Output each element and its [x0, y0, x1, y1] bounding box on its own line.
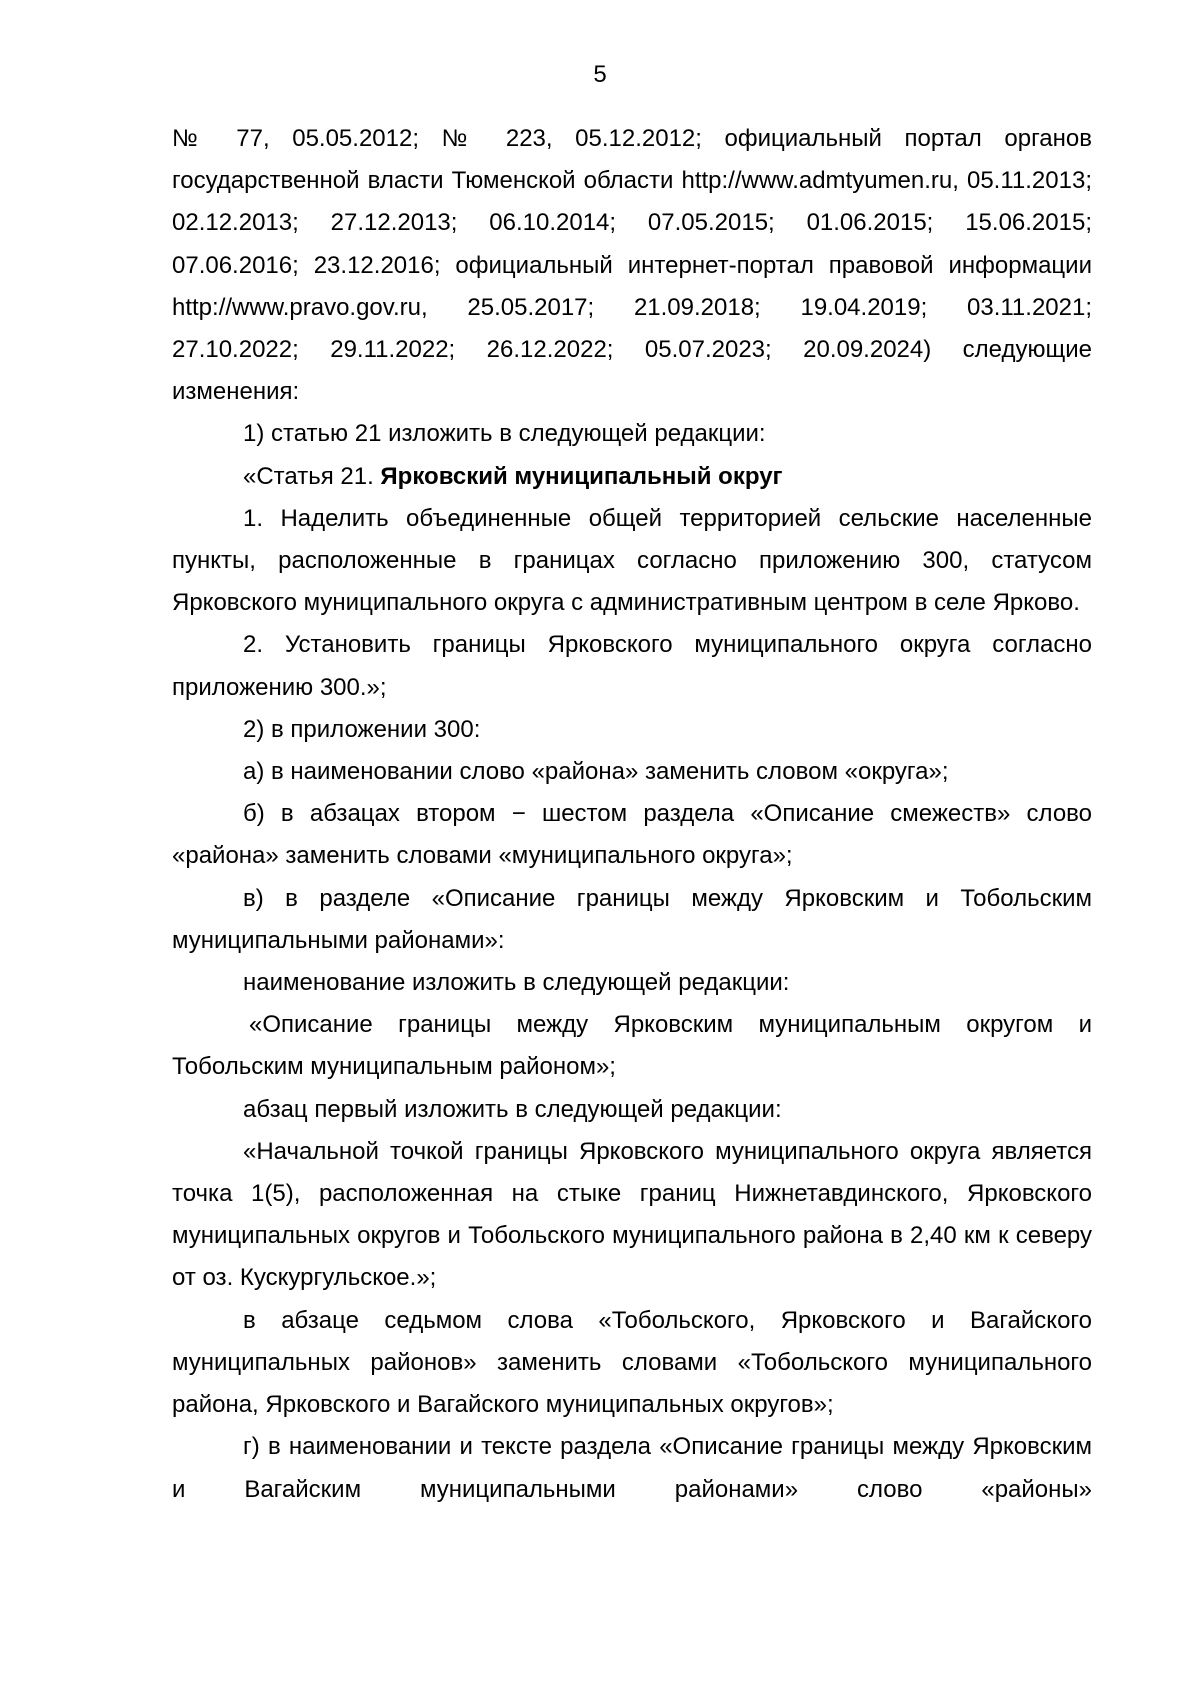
- article-heading-prefix: «Статья 21.: [243, 462, 381, 490]
- paragraph-seventh-abzac: в абзаце седьмом слова «Тобольского, Ярковского и Вагайского муниципальных районов» заменить словами «Тобольского муниципального района, Ярковского и Вагайского муниципальных округов»;: [172, 1306, 1092, 1419]
- page-number: 5: [593, 61, 607, 88]
- article-heading-bold: Ярковский муниципальный округ: [380, 462, 783, 490]
- paragraph-naming-instruction: наименование изложить в следующей редакции:: [243, 969, 790, 997]
- paragraph-subitem-a: а) в наименовании слово «района» заменить словом «округа»;: [243, 758, 949, 786]
- paragraph-starting-point: «Начальной точкой границы Ярковского муниципального округа является точка 1(5), расположенная на стыке границ Нижнетавдинского, Ярковского муниципальных округов и Тобольского муниципального района в 2,40 км к северу от оз. Кускургульское.»;: [172, 1137, 1092, 1292]
- paragraph-subitem-v: в) в разделе «Описание границы между Ярковским и Тобольским муниципальными районами»:: [172, 884, 1092, 954]
- paragraph-subitem-g: г) в наименовании и тексте раздела «Описание границы между Ярковским и Вагайским муниципальными районами» слово «районы»: [172, 1433, 1092, 1503]
- paragraph-article-21-point-2: 2. Установить границы Ярковского муниципального округа согласно приложению 300.»;: [172, 631, 1092, 701]
- document-body: [172, 118, 1092, 1511]
- paragraph-article-21-title: [172, 456, 1092, 498]
- paragraph-article-21-point-1: 1. Наделить объединенные общей территорией сельские населенные пункты, расположенные в границах согласно приложению 300, статусом Ярковского муниципального округа с административным центром в селе Ярково.: [172, 504, 1092, 617]
- paragraph-amendment-sources: № 77, 05.05.2012; № 223, 05.12.2012; официальный портал органов государственной власти Тюменской области http://www.admtyumen.ru, 05.11.2013; 02.12.2013; 27.12.2013; 06.10.2014; 07.05.2015; 01.06.2015; 15.06.2015; 07.06.2016; 23.12.2016; официальный интернет-портал правовой информации http://www.pravo.gov.ru, 25.05.2017; 21.09.2018; 19.04.2019; 03.11.2021; 27.10.2022; 29.11.2022; 26.12.2022; 05.07.2023; 20.09.2024) следующие изменения:: [172, 125, 1092, 406]
- paragraph-first-abzac-instruction: абзац первый изложить в следующей редакции:: [243, 1095, 782, 1123]
- paragraph-new-naming: «Описание границы между Ярковским муниципальным округом и Тобольским муниципальным районом»;: [172, 1011, 1092, 1081]
- paragraph-item-1: 1) статью 21 изложить в следующей редакции:: [243, 420, 766, 448]
- paragraph-item-2: 2) в приложении 300:: [243, 715, 481, 743]
- paragraph-subitem-b: б) в абзацах втором − шестом раздела «Описание смежеств» слово «района» заменить словами «муниципального округа»;: [172, 800, 1092, 870]
